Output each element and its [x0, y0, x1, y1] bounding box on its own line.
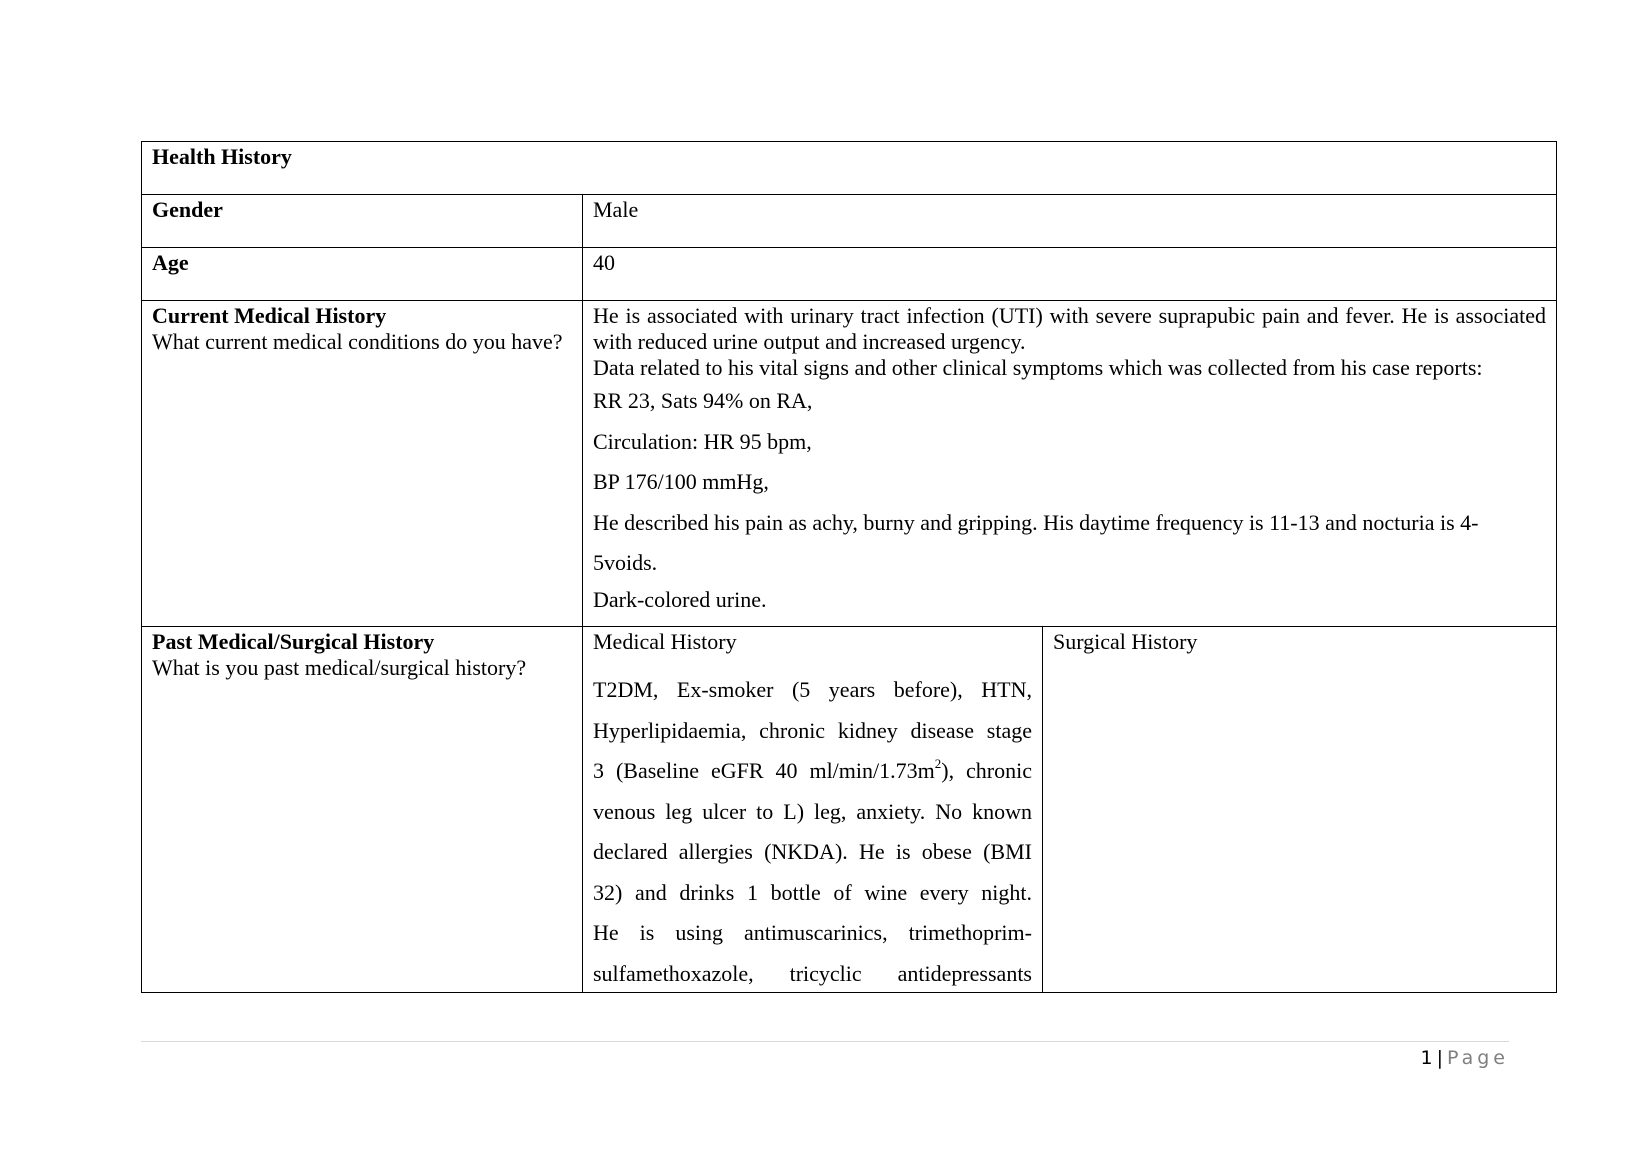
urine-description: Dark-colored urine. — [593, 586, 767, 612]
pain-description-line2: 5voids. — [593, 550, 658, 575]
current-history-para1: He is associated with urinary tract infection (UTI) with severe suprapubic pain and fever. He is associated with reduced urine output and increased urgency. — [593, 303, 1547, 354]
footer-separator: | — [1436, 1047, 1443, 1069]
gender-value: Male — [583, 195, 1557, 248]
vital-bp: BP 176/100 mmHg, — [593, 469, 769, 494]
vital-rr-sats: RR 23, Sats 94% on RA, — [593, 388, 813, 413]
medical-history-line: sulfamethoxazole, tricyclic antidepressants — [593, 960, 1032, 986]
medical-history-list — [593, 670, 1032, 992]
gender-label: Gender — [142, 195, 583, 248]
pain-description-line1: He described his pain as achy, burny and gripping. His daytime frequency is 11-13 and nocturia is 4- — [593, 509, 1479, 535]
superscript-two: 2 — [934, 755, 942, 771]
health-history-table — [141, 141, 1557, 993]
medical-history-line: 32) and drinks 1 bottle of wine every night. — [593, 879, 1032, 905]
surgical-history-cell — [1043, 627, 1557, 993]
gender-row — [142, 195, 1557, 248]
medical-history-line — [593, 751, 1032, 792]
medical-history-line: T2DM, Ex-smoker (5 years before), HTN, — [593, 677, 1032, 702]
surgical-history-header: Surgical History — [1053, 629, 1198, 654]
current-history-question: What current medical conditions do you have? — [152, 329, 563, 354]
age-row — [142, 248, 1557, 301]
page-footer — [1421, 1047, 1510, 1069]
table-title: Health History — [142, 142, 1557, 195]
current-history-para2: Data related to his vital signs and other clinical symptoms which was collected from his case reports: — [593, 355, 1483, 380]
current-history-label-cell — [142, 301, 583, 627]
age-value: 40 — [583, 248, 1557, 301]
past-history-label: Past Medical/Surgical History — [152, 629, 435, 654]
title-row — [142, 142, 1557, 195]
past-history-row — [142, 627, 1557, 993]
current-history-row — [142, 301, 1557, 627]
past-history-question: What is you past medical/surgical history? — [152, 655, 527, 680]
vital-circulation: Circulation: HR 95 bpm, — [593, 428, 812, 454]
age-label: Age — [142, 248, 583, 301]
current-history-content — [583, 301, 1557, 627]
past-history-label-cell — [142, 627, 583, 993]
page-word: Page — [1447, 1047, 1509, 1069]
medical-history-line: Hyperlipidaemia, chronic kidney disease stage — [593, 717, 1032, 743]
footer-divider — [141, 1041, 1509, 1042]
page-number: 1 — [1420, 1047, 1433, 1069]
medical-history-line-text: 3 (Baseline eGFR 40 ml/min/1.73m — [593, 758, 935, 783]
medical-history-cell — [583, 627, 1043, 993]
current-history-label: Current Medical History — [152, 303, 387, 328]
medical-history-clip — [593, 629, 1032, 992]
medical-history-line: venous leg ulcer to L) leg, anxiety. No known — [593, 798, 1032, 824]
medical-history-line: He is using antimuscarinics, trimethoprim- — [593, 920, 1032, 945]
medical-history-line: declared allergies (NKDA). He is obese (BMI — [593, 839, 1032, 864]
medical-history-line-tail: ), chronic — [941, 758, 1032, 783]
medical-history-header: Medical History — [593, 629, 737, 654]
